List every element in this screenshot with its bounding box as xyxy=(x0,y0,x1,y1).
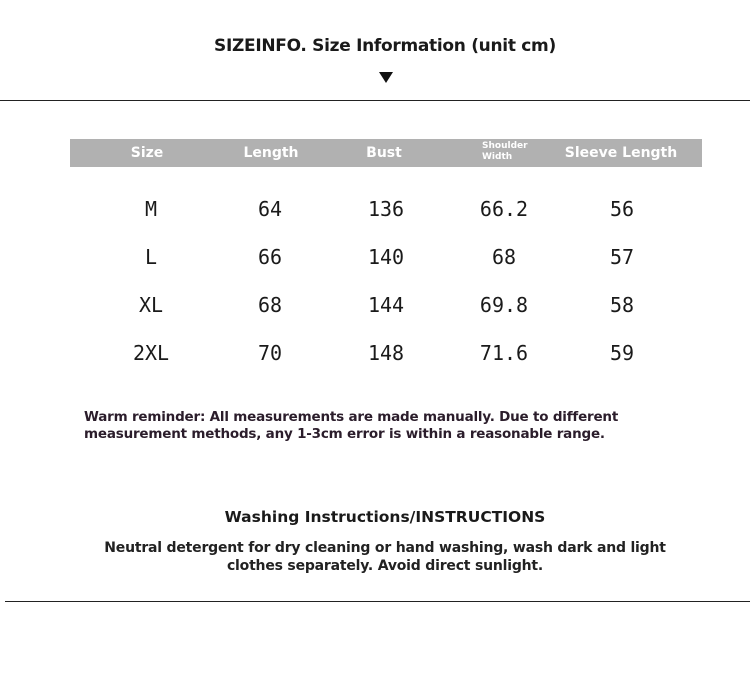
table-cell: 70 xyxy=(257,341,283,365)
table-cell: 56 xyxy=(609,197,635,221)
warm-reminder: Warm reminder: All measurements are made manually. Due to different measurement methods, any 1-3cm error is within a reasonable range. xyxy=(84,409,619,442)
table-cell: 58 xyxy=(609,293,635,317)
header-length: Length xyxy=(243,145,299,161)
down-triangle-icon xyxy=(379,72,393,83)
washing-title: Washing Instructions/INSTRUCTIONS xyxy=(224,508,546,526)
table-cell: 64 xyxy=(257,197,283,221)
table-cell: 140 xyxy=(367,245,405,269)
header-sleeve-length: Sleeve Length xyxy=(564,145,678,161)
divider-top xyxy=(0,100,750,101)
table-cell: 2XL xyxy=(132,341,170,365)
table-cell: 144 xyxy=(367,293,405,317)
divider-bottom xyxy=(5,601,750,602)
header-size: Size xyxy=(130,145,164,161)
table-cell: 59 xyxy=(609,341,635,365)
table-cell: 68 xyxy=(257,293,283,317)
table-cell: L xyxy=(144,245,158,269)
table-cell: 66 xyxy=(257,245,283,269)
header-shoulder-line1: Shoulder xyxy=(482,141,528,151)
table-cell: 68 xyxy=(491,245,517,269)
washing-text: Neutral detergent for dry cleaning or hand washing, wash dark and light clothes separately. Avoid direct sunlight. xyxy=(104,540,666,574)
table-cell: M xyxy=(144,197,158,221)
table-cell: 69.8 xyxy=(479,293,529,317)
header-shoulder-width xyxy=(482,141,528,169)
size-table-header xyxy=(70,139,702,167)
table-cell: 57 xyxy=(609,245,635,269)
table-cell: 66.2 xyxy=(479,197,529,221)
table-cell: 136 xyxy=(367,197,405,221)
header-shoulder-line2: Width xyxy=(482,152,513,162)
page-title: SIZEINFO. Size Information (unit cm) xyxy=(214,36,556,56)
table-cell: 71.6 xyxy=(479,341,529,365)
table-cell: 148 xyxy=(367,341,405,365)
table-cell: XL xyxy=(138,293,164,317)
header-bust: Bust xyxy=(366,145,402,161)
